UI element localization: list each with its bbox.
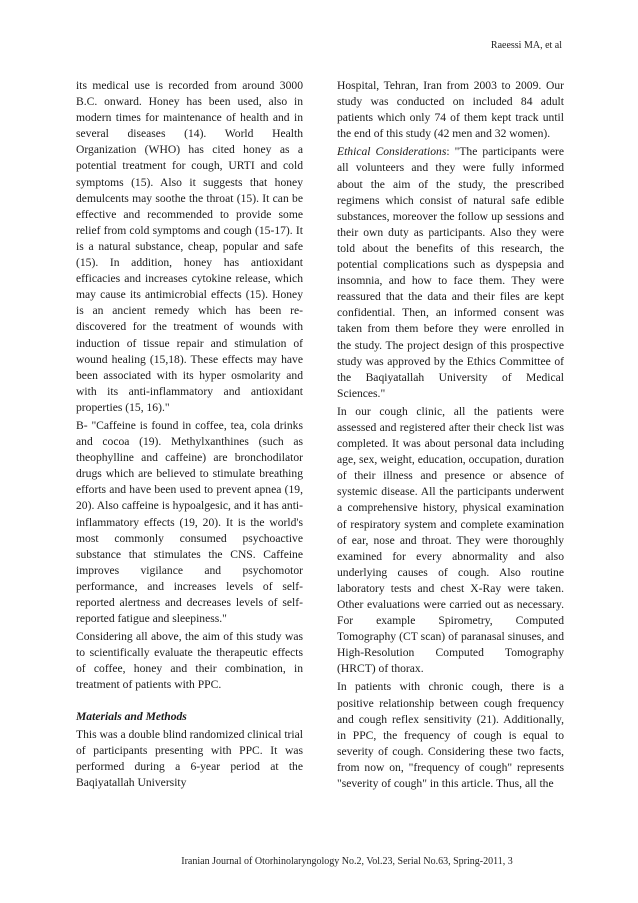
paragraph-clinic-assessment: In our cough clinic, all the patients were assessed and registered after their check list was completed. It was about personal data including age, sex, weight, education, occupation, duration of their illness and presence or absence of systemic disease. All the participants underwent a comprehensive history, physical examination of respiratory system and complete examination of ear, nose and throat. They were thoroughly examined for every abnormality and also underlying causes of cough. Also routine laboratory tests and chest X-Ray were taken. Other evaluations were carried out as necessary. For example Spirometry, Computed Tomography (CT scan) of paranasal sinuses, and High-Resolution Computed Tomography (HRCT) of thorax. [337, 404, 564, 676]
paragraph-honey: its medical use is recorded from around 3000 B.C. onward. Honey has been used, also in modern times for maintenance of health and in several diseases (14). World Health Organization (WHO) has cited honey as a potential treatment for cough, URTI and cold symptoms (15). Also it suggests that honey demulcents may soothe the throat (15). It can be effective and recommended to provide some relief from cold symptoms and cough (15-17). It is a natural substance, cheap, popular and safe (15). In addition, honey has antioxidant efficacies and increases cytokine release, which may cause its antimicrobial effects (15). Honey is an ancient remedy which has been re-discovered for the treatment of wounds with induction of tissue repair and stimulation of wound healing (15,18). These effects may have been associated with its hyper osmolarity and with its anti-inflammatory and antioxidant properties (15, 16)." [76, 79, 303, 414]
journal-footer: Iranian Journal of Otorhinolaryngology No.2, Vol.23, Serial No.63, Spring-2011, 3 [181, 856, 513, 867]
ethics-text: : "The participants were all volunteers and they were fully informed about the aim of the study, the prescribed regimens which consist of natural safe edible substances, moreover the follow up sessions and their own duty as participants. Also they were told about the benefits of this research, the potential complications such as dyspepsia and insomnia, and how to face them. They were reassured that the data and their files are kept confidential. Then, an informed consent was taken from them before they were enrolled in the study. The project design of this prospective study was approved by the Ethics Committee of the Baqiyatallah University of Medical Sciences." [337, 145, 564, 400]
paragraph-study-aim: Considering all above, the aim of this study was to scientifically evaluate the therapeutic effects of coffee, honey and their combination, in treatment of patients with PPC. [76, 630, 303, 692]
paragraph-ethics [337, 144, 564, 402]
methods-heading: Materials and Methods [76, 709, 187, 723]
section-spacer [76, 694, 303, 709]
paragraph-caffeine: B- "Caffeine is found in coffee, tea, cola drinks and cocoa (19). Methylxanthines (such as theophylline and caffeine) are bronchodilator drugs which are believed to stimulate breathing efforts and have been used to prevent apnea (19, 20). Also caffeine is hypoalgesic, and it has anti-inflammatory effects (19, 20). It is the world's most commonly consumed psychoactive substance that stimulates the CNS. Caffeine improves vigilance and psychomotor performance, and increases levels of self-reported alertness and decreases levels of self-reported fatigue and sleepiness." [76, 418, 303, 626]
left-column [76, 78, 303, 791]
ethics-label: Ethical Considerations [337, 145, 447, 159]
running-head: Raeessi MA, et al [490, 40, 562, 51]
paragraph-hospital: Hospital, Tehran, Iran from 2003 to 2009. Our study was conducted on included 84 adult patients which only 74 of them kept track until the end of this study (42 men and 32 women). [337, 79, 564, 141]
paragraph-trial-design: This was a double blind randomized clinical trial of participants presenting with PPC. It was performed during a 6-year period at the Baqiyatallah University [76, 727, 303, 789]
right-column [337, 78, 564, 792]
paragraph-cough-frequency: In patients with chronic cough, there is a positive relationship between cough frequency and cough reflex sensitivity (21). Additionally, in PPC, the frequency of cough is equal to severity of cough. Considering these two facts, from now on, "frequency of cough" represents "severity of cough" in this article. Thus, all the [337, 680, 564, 791]
